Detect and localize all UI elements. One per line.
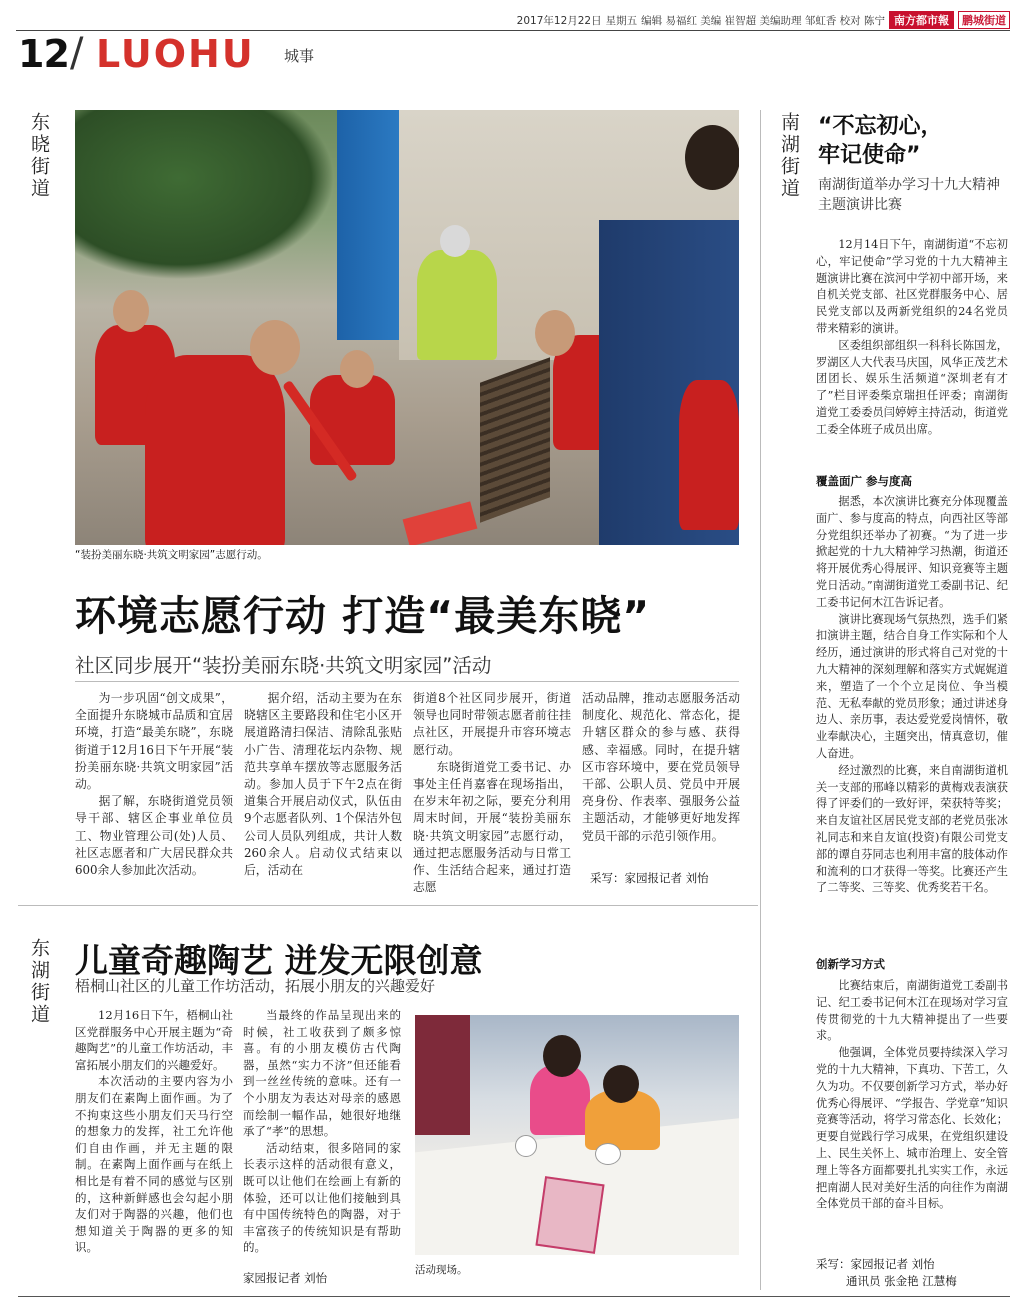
article3-intro: 12月14日下午，南湖街道“不忘初心，牢记使命”学习党的十九大精神主题演讲比赛在滨河中学初中部开场，来自机关党支部、社区党群服务中心、居民党支部以及两新党组织的24名党员带来精彩的演讲。 区委组织部组织一科科长陈国龙，罗湖区人大代表马庆国，风华正茂艺术团团长、娱乐生活频道“深圳老有才了”栏目评委柴京瑞担任评委；南湖街道党工委委员闫婷婷主持活动，街道党工委全体班子成员出席。: [816, 238, 1008, 436]
article2-subheadline: 梧桐山社区的儿童工作坊活动，拓展小朋友的兴趣爱好: [75, 977, 436, 995]
kicker-dongxiao: 东晓街道: [28, 112, 50, 200]
header-divider: [16, 30, 1010, 31]
article2-col1: 12月16日下午，梧桐山社区党群服务中心开展主题为“奇趣陶艺”的儿童工作坊活动，丰富拓展小朋友们的兴趣爱好。 本次活动的主要内容为小朋友们在素陶上面作画。为了不拘束这些小朋友们天马行空的想象力的发挥，社工允许他们自由作画，并无主题的限制。在素陶上面作画与在纸上相比是有着不同的感觉与区别的，这种新鲜感也会勾起小朋友们对于陶器的兴趣，他们也想知道关于陶器的更多的知识。: [75, 1008, 233, 1255]
article1-headline: 环境志愿行动 打造“最美东晓”: [75, 592, 651, 640]
article3-byline-correspondents: 通讯员 张金艳 江慧梅: [846, 1274, 957, 1288]
kicker-donghu: 东湖街道: [28, 938, 50, 1026]
article3-section1: 据悉，本次演讲比赛充分体现覆盖面广、参与度高的特点，向西社区等部分党组织还举办了初赛。“为了进一步掀起党的十九大精神学习热潮，街道还将开展优秀心得展评、知识竞赛等主题党日活动。”南湖街道党工委副书记、纪工委书记何木江告诉记者。 演讲比赛现场气氛热烈，选手们紧扣演讲主题，结合自身工作实际和个人经历，通过演讲的形式将自己对党的十九大精神的深刻理解和落实方式娓娓道来，塑造了一个个立足岗位、争当模范、无私奉献的党员形象；通过讲述身边人、亲历事，表达爱党爱岗情怀，敬业奉献决心，主题突出，情真意切，催人奋进。 经过激烈的比赛，来自南湖街道机关一支部的邢峰以精彩的黄梅戏表演获得了评委们的一致好评，荣获特等奖；来自友谊社区居民党支部的老党员张冰礼同志和来自友谊(投资)有限公司党支部的谭自芬同志也利用丰富的肢体动作和流利的口才获得一等奖。比赛还产生了二等奖、三等奖、优秀奖若干名。: [816, 495, 1008, 895]
kicker-nanhu: 南湖街道: [778, 112, 800, 200]
article1-col2: 据介绍，活动主要为在东晓辖区主要路段和住宅小区开展道路清扫保洁、清除乱张贴小广告、清理花坛内杂物、规范共享单车摆放等志愿服务活动。参加人员于下午2点在街道集合开展启动仪式，队伍由9个志愿者队列、1个保洁外包公司人员队列组成，共计人数260余人。启动仪式结束以后，活动在: [244, 691, 402, 878]
masthead-info: [517, 10, 1010, 30]
pottery-photo: [415, 1015, 739, 1255]
section-subtitle: 城事: [284, 47, 315, 65]
article2-headline: 儿童奇趣陶艺 迸发无限创意: [75, 941, 483, 980]
issue-weekday: 星期五: [605, 14, 638, 27]
article1-byline: 采写：家园报记者 刘怡: [590, 871, 709, 885]
article2-byline: 家园报记者 刘怡: [243, 1271, 328, 1285]
issue-date: 2017年12月22日: [516, 14, 602, 27]
article2-col2: 当最终的作品呈现出来的时候，社工收获到了颇多惊喜。有的小朋友模仿古代陶器，虽然“实力不济”但还能看到一丝丝传统的意味。还有一个小朋友为表达对母亲的感恩而绘制一幅作品，她很好地继承了“孝”的思想。 活动结束，很多陪同的家长表示这样的活动很有意义，既可以让他们在绘画上有新的体验，还可以让他们接触到具有中国传统特色的陶器，对于丰富孩子的传统知识是有帮助的。: [243, 1008, 401, 1255]
article1-col4: 活动品牌，推动志愿服务活动制度化、规范化、常态化，提升辖区群众的参与感、获得感、幸福感。同时，在提升辖区市容环境中，要在党员领导干部、公职人员、党员中开展亮身份、作表率、强服务公益主题活动，才能够更好地发挥党员干部的示范引领作用。: [582, 691, 740, 843]
supplement-logo: 鹏城街道: [958, 11, 1010, 29]
newspaper-logo: 南方都市報: [889, 11, 954, 29]
section-name: LUOHU: [96, 32, 255, 76]
staff-credits: 编辑 易福红 美编 崔智超 美编助理 邹虹香 校对 陈宁: [641, 14, 885, 27]
article1-col1: 为一步巩固“创文成果”，全面提升东晓城市品质和宜居环境，打造“最美东晓”，东晓街道于12月16日下午开展“装扮美丽东晓·共筑文明家园”活动。 据了解，东晓街道党员领导干部、辖区企事业单位员工、物业管理公司(处)人员、社区志愿者和广大居民群众共600余人参加此次活动。: [75, 691, 233, 878]
article1-rule: [75, 681, 739, 682]
volunteer-photo: [75, 110, 739, 545]
article3-section1-heading: 覆盖面广 参与度高: [816, 474, 913, 488]
photo2-caption: 活动现场。: [415, 1264, 468, 1276]
page-slash: /: [70, 30, 84, 76]
article3-section2-heading: 创新学习方式: [816, 957, 885, 971]
article3-byline-reporter: 采写：家园报记者 刘怡: [816, 1257, 935, 1271]
article3-subtitle: 南湖街道举办学习十九大精神主题演讲比赛: [818, 177, 1000, 213]
photo1-caption: “装扮美丽东晓·共筑文明家园”志愿行动。: [75, 549, 268, 561]
column-divider: [760, 110, 761, 1290]
article3-title: “不忘初心， 牢记使命”: [818, 114, 943, 168]
article3-section2: 比赛结束后，南湖街道党工委副书记、纪工委书记何木江在现场对学习宣传贯彻党的十九大精神提出了一些要求。 他强调，全体党员要持续深入学习党的十九大精神，下真功、下苦工，久久为功。不仅要创新学习方式，举办好优秀心得展评、“学报告、学党章”知识竞赛等活动，将学习常态化、长效化；更要自觉践行学习成果，在党组织建设上、民生关怀上、城市治理上、安全管理上等各方面都要扎扎实实工作，永远把南湖人民对美好生活的向往作为南湖全体党员干部的奋斗目标。: [816, 979, 1008, 1211]
article1-col3: 街道8个社区同步展开，街道领导也同时带领志愿者前往挂点社区，开展提升市容环境志愿行动。 东晓街道党工委书记、办事处主任肖嘉睿在现场指出，在岁末年初之际，要充分利用周末时间，开展“装扮美丽东晓·共筑文明家园”志愿行动，通过把志愿服务活动与日常工作、生活结合起来，通过打造志愿: [413, 691, 571, 895]
footer-rule: [18, 1296, 1010, 1297]
page-number: 12: [18, 32, 69, 76]
section-divider: [18, 905, 758, 906]
article1-subheadline: 社区同步展开“装扮美丽东晓·共筑文明家园”活动: [75, 654, 492, 677]
